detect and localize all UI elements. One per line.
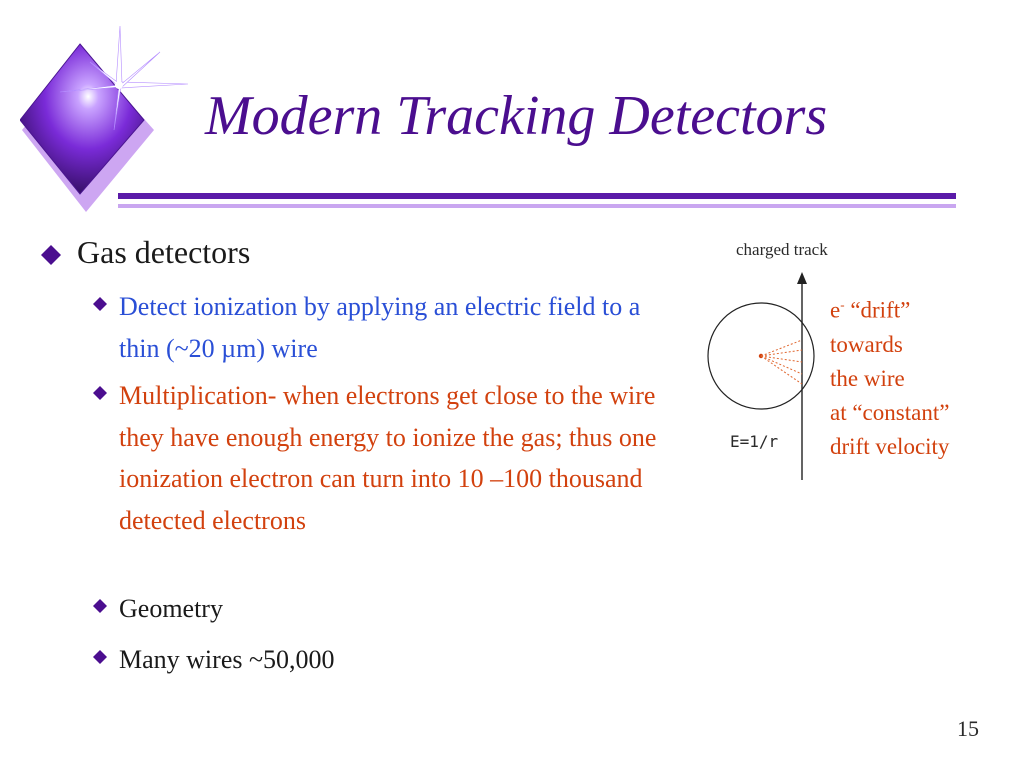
slide-title: Modern Tracking Detectors [205, 85, 828, 147]
purple-diamond-star-logo [20, 22, 190, 222]
drift-line-1: e- “drift” [830, 297, 911, 323]
title-divider-dark [118, 193, 956, 199]
drift-line-2: towards [830, 331, 903, 357]
charged-track-label: charged track [736, 240, 828, 259]
diamond-bullet-icon [40, 244, 62, 266]
drift-diagram [700, 236, 1010, 486]
diamond-bullet-icon [92, 598, 108, 614]
diamond-bullet-icon [92, 296, 108, 312]
sub-bullet-text: Geometry [119, 594, 223, 623]
page-number: 15 [957, 716, 979, 741]
drift-line-3: the wire [830, 365, 905, 391]
main-bullet-text: Gas detectors [77, 234, 251, 270]
track-arrowhead [797, 272, 807, 284]
diamond-bullet-icon [92, 649, 108, 665]
drift-description [830, 288, 949, 464]
sub-bullet-multiplication [92, 375, 682, 541]
sub-bullet-ionization [92, 286, 682, 369]
field-label: E=1/r [730, 432, 779, 451]
sub-bullet-text: Many wires ~50,000 [119, 645, 335, 674]
drift-line-5: drift velocity [830, 433, 950, 459]
drift-line-4: at “constant” [830, 399, 950, 425]
diamond-bullet-icon [92, 385, 108, 401]
sub-bullet-wires [92, 639, 682, 681]
title-divider-light [118, 204, 956, 208]
sub-bullet-text: Multiplication- when electrons get close to the wire they have enough energy to ionize the gas; thus one ionization electron can turn into 10 –100 thousand detected electrons [119, 381, 657, 535]
sub-bullet-text: Detect ionization by applying an electric field to a thin (~20 µm) wire [119, 292, 641, 363]
sub-bullet-geometry [92, 588, 682, 630]
drift-paths [761, 340, 802, 384]
